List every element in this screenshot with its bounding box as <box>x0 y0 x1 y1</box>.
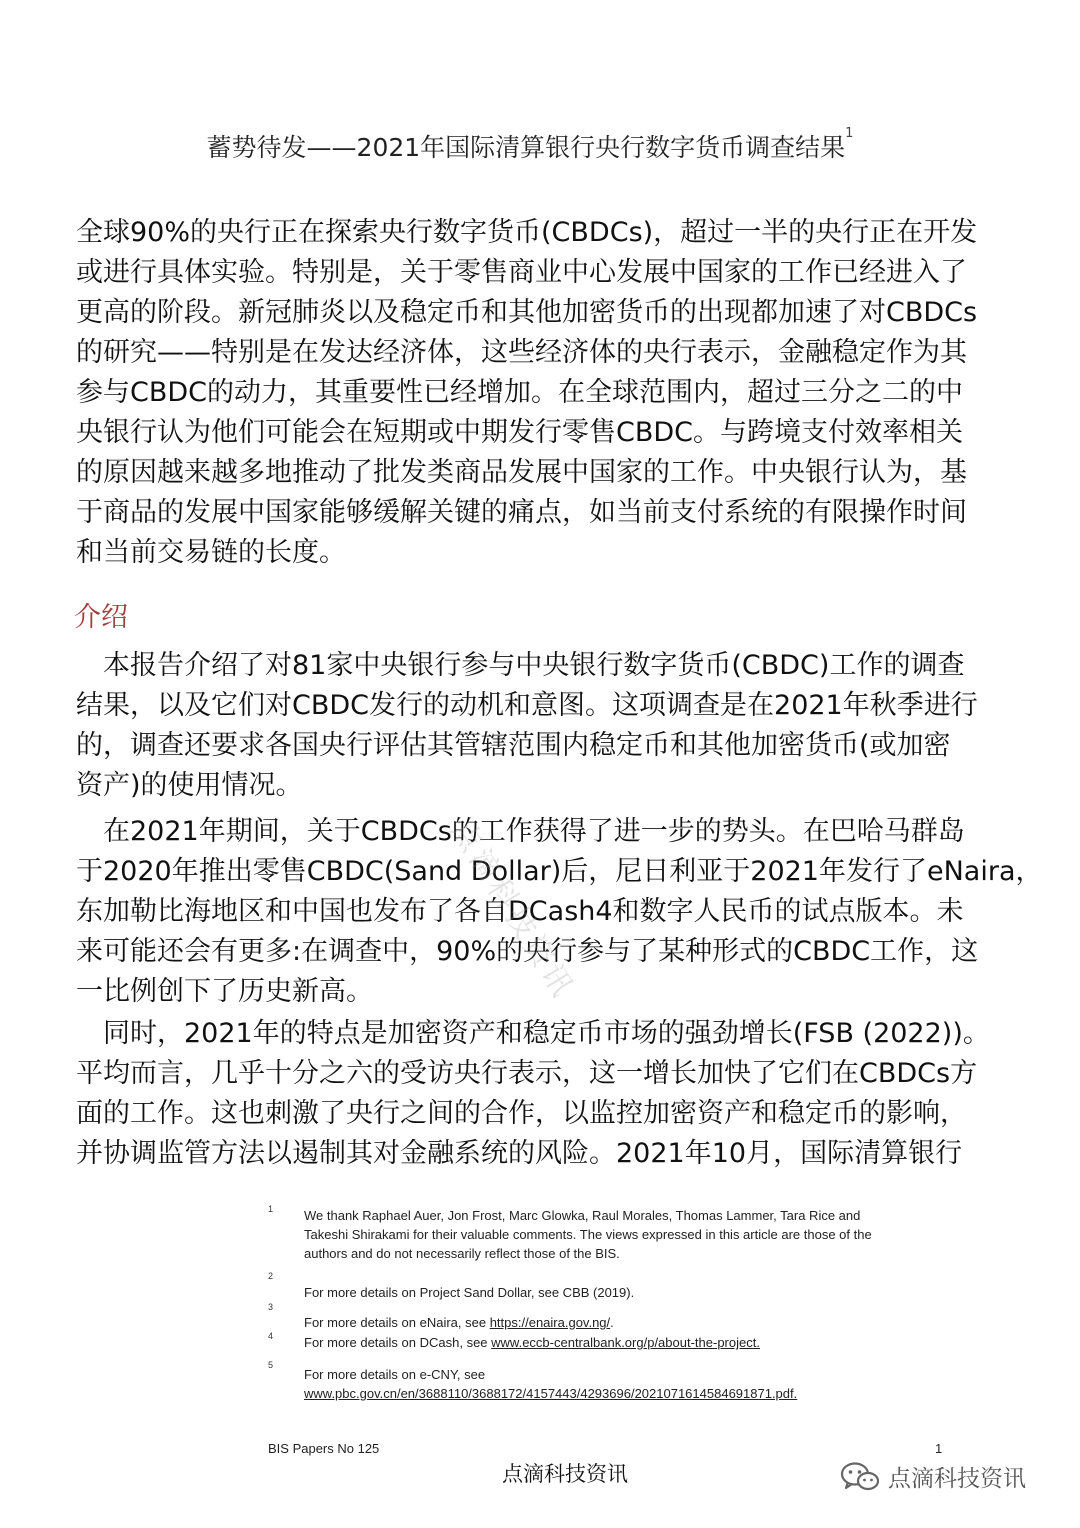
abstract-line: 的原因越来越多地推动了批发类商品发展中国家的工作。中央银行认为，基 <box>76 457 967 488</box>
title-text: 蓄势待发——2021年国际清算银行央行数字货币调查结果 <box>206 133 846 162</box>
footer-page-number: 1 <box>935 1441 943 1456</box>
abstract-line: 更高的阶段。新冠肺炎以及稳定币和其他加密货币的出现都加速了对CBDCs <box>76 297 978 328</box>
footer-paper-label: BIS Papers No 125 <box>268 1441 380 1456</box>
paragraph-line: 并协调监管方法以遏制其对金融系统的风险。2021年10月，国际清算银行 <box>76 1138 963 1169</box>
paragraph-line: 结果，以及它们对CBDC发行的动机和意图。这项调查是在2021年秋季进行 <box>76 690 978 721</box>
ecny-link[interactable]: www.pbc.gov.cn/en/3688110/3688172/4157443/4293696/2021071614584691871.pdf. <box>304 1386 798 1401</box>
abstract-line: 全球90%的央行正在探索央行数字货币(CBDCs)，超过一半的央行正在开发 <box>76 217 978 248</box>
footnote-line: We thank Raphael Auer, Jon Frost, Marc Glowka, Raul Morales, Thomas Lammer, Tara Rice and <box>304 1208 861 1223</box>
document-title <box>0 128 1060 164</box>
intro-paragraph-1 <box>76 646 1042 806</box>
abstract-line: 或进行具体实验。特别是，关于零售商业中心发展中国家的工作已经进入了 <box>76 257 967 288</box>
footnote-text: For more details on eNaira, see <box>304 1315 490 1330</box>
footnote-number: 4 <box>268 1331 274 1341</box>
paragraph-line: 资产)的使用情况。 <box>76 770 303 801</box>
wechat-watermark <box>840 1460 1026 1493</box>
footnote-5 <box>304 1365 797 1403</box>
intro-paragraph-3 <box>76 1014 1042 1174</box>
paragraph-line: 同时，2021年的特点是加密资产和稳定币市场的强劲增长(FSB (2022))。 <box>76 1018 990 1049</box>
footnote-3 <box>304 1313 614 1332</box>
watermark-text: 点滴科技资讯 <box>888 1466 1026 1492</box>
paragraph-line: 在2021年期间，关于CBDCs的工作获得了进一步的势头。在巴哈马群岛 <box>76 816 965 847</box>
footnote-number: 1 <box>268 1204 274 1214</box>
brand-caption: 点滴科技资讯 <box>502 1462 628 1486</box>
footnote-4 <box>304 1333 760 1352</box>
enaira-link[interactable]: https://enaira.gov.ng/ <box>489 1315 611 1330</box>
footnote-number: 2 <box>268 1271 274 1281</box>
paragraph-line: 于2020年推出零售CBDC(Sand Dollar)后，尼日利亚于2021年发行了eNaira， <box>76 856 1043 887</box>
dcash-link[interactable]: www.eccb-centralbank.org/p/about-the-project. <box>491 1335 760 1350</box>
title-footnote-marker: 1 <box>845 126 854 141</box>
paragraph-line: 本报告介绍了对81家中央银行参与中央银行数字货币(CBDC)工作的调查 <box>76 650 965 681</box>
diagonal-watermark: 点滴科技资讯 <box>443 814 582 1006</box>
paragraph-line: 来可能还会有更多:在调查中，90%的央行参与了某种形式的CBDC工作，这 <box>76 936 979 967</box>
paragraph-line: 的，调查还要求各国央行评估其管辖范围内稳定币和其他加密货币(或加密 <box>76 730 951 761</box>
abstract <box>76 213 1042 573</box>
footnote-number: 5 <box>268 1360 274 1370</box>
abstract-line: 央银行认为他们可能会在短期或中期发行零售CBDC。与跨境支付效率相关 <box>76 417 964 448</box>
abstract-line: 于商品的发展中国家能够缓解关键的痛点，如当前支付系统的有限操作时间 <box>76 497 967 528</box>
footnote-text: For more details on DCash, see <box>304 1335 492 1350</box>
paragraph-line: 一比例创下了历史新高。 <box>76 976 373 1007</box>
section-heading-introduction: 介绍 <box>74 602 128 633</box>
footnote-text: . <box>610 1315 614 1330</box>
wechat-icon <box>840 1461 880 1493</box>
abstract-line: 和当前交易链的长度。 <box>76 537 346 568</box>
abstract-line: 的研究——特别是在发达经济体，这些经济体的央行表示，金融稳定作为其 <box>76 337 967 368</box>
footnote-line: Takeshi Shirakami for their valuable comments. The views expressed in this article are those of the <box>304 1227 872 1242</box>
paragraph-line: 平均而言，几乎十分之六的受访央行表示，这一增长加快了它们在CBDCs方 <box>76 1058 978 1089</box>
paragraph-line: 东加勒比海地区和中国也发布了各自DCash4和数字人民币的试点版本。未 <box>76 896 964 927</box>
footnote-2: For more details on Project Sand Dollar, see CBB (2019). <box>304 1285 635 1300</box>
footnote-1 <box>304 1206 872 1263</box>
abstract-line: 参与CBDC的动力，其重要性已经增加。在全球范围内，超过三分之二的中 <box>76 377 964 408</box>
footnote-number: 3 <box>268 1302 274 1312</box>
footnote-text: For more details on e-CNY, see <box>304 1367 486 1382</box>
paragraph-line: 面的工作。这也刺激了央行之间的合作，以监控加密资产和稳定币的影响， <box>76 1098 967 1129</box>
footnote-line: authors and do not necessarily reflect those of the BIS. <box>304 1246 620 1261</box>
